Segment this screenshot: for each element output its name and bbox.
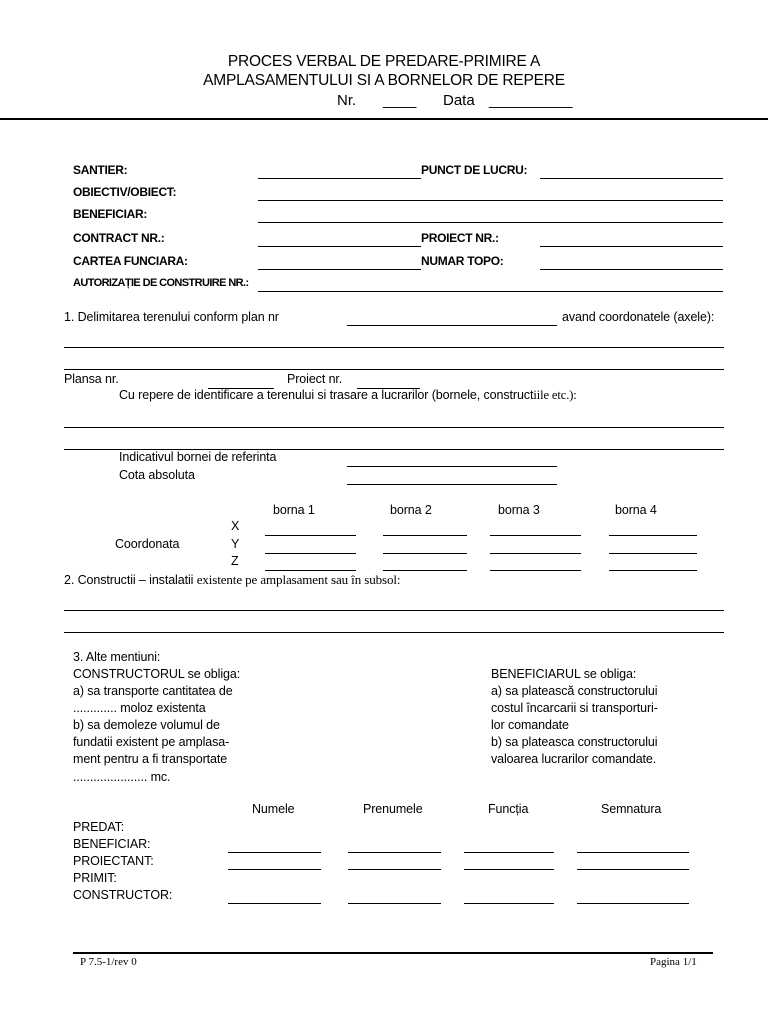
borna-4-header: borna 4 xyxy=(615,503,657,517)
numar-topo-label: NUMAR TOPO: xyxy=(421,254,504,268)
section2-line-2[interactable] xyxy=(64,632,724,633)
col-semnatura: Semnatura xyxy=(601,802,662,816)
plansa-label: Plansa nr. xyxy=(64,372,119,386)
proiect-label: Proiect nr. xyxy=(287,372,343,386)
indicativ-field[interactable] xyxy=(347,466,557,467)
punct-lucru-field[interactable] xyxy=(540,178,723,179)
axes-line-1[interactable] xyxy=(64,347,724,348)
col-numele: Numele xyxy=(252,802,295,816)
coords-label: avand coordonatele (axele): xyxy=(562,310,715,324)
data-label: Data xyxy=(443,92,475,109)
borna-3-x[interactable] xyxy=(490,535,581,536)
proiect-nr-field[interactable] xyxy=(540,246,723,247)
borna-1-y[interactable] xyxy=(265,553,356,554)
borna-1-header: borna 1 xyxy=(273,503,315,517)
repere-line-1[interactable] xyxy=(64,427,724,428)
footer-page: Pagina 1/1 xyxy=(650,956,697,968)
proiectant-semnatura-field[interactable] xyxy=(577,869,689,870)
row-predat: PREDAT: xyxy=(73,820,125,834)
beneficiar-line-2: a) sa platească constructorului xyxy=(491,684,658,698)
borna-2-x[interactable] xyxy=(383,535,467,536)
borna-2-y[interactable] xyxy=(383,553,467,554)
row-constructor: CONSTRUCTOR: xyxy=(73,888,173,902)
indicativ-label: Indicativul bornei de referinta xyxy=(119,450,277,464)
cota-field[interactable] xyxy=(347,484,557,485)
borna-3-z[interactable] xyxy=(490,570,581,571)
borna-2-header: borna 2 xyxy=(390,503,432,517)
borna-1-x[interactable] xyxy=(265,535,356,536)
beneficiar-line-4: lor comandate xyxy=(491,718,569,732)
proiect-nr-label: PROIECT NR.: xyxy=(421,231,499,245)
beneficiar-numele-field[interactable] xyxy=(228,852,321,853)
constructor-semnatura-field[interactable] xyxy=(577,903,689,904)
beneficiar-line-5: b) sa plateasca constructorului xyxy=(491,735,658,749)
constructor-line-5: fundatii existent pe amplasa- xyxy=(73,735,230,749)
section3-title: 3. Alte mentiuni: xyxy=(73,650,161,664)
row-beneficiar: BENEFICIAR: xyxy=(73,837,151,851)
numar-topo-field[interactable] xyxy=(540,269,723,270)
section2-line-1[interactable] xyxy=(64,610,724,611)
row-primit: PRIMIT: xyxy=(73,871,117,885)
row-proiectant: PROIECTANT: xyxy=(73,854,154,868)
cota-label: Cota absoluta xyxy=(119,468,195,482)
plan-nr-field[interactable] xyxy=(347,325,557,326)
constructor-functia-field[interactable] xyxy=(464,903,554,904)
col-functia: Funcția xyxy=(488,802,529,816)
col-prenumele: Prenumele xyxy=(363,802,423,816)
data-blank[interactable]: __________ xyxy=(489,92,573,109)
axes-line-2[interactable] xyxy=(64,369,724,370)
beneficiar-label: BENEFICIAR: xyxy=(73,207,148,221)
beneficiar-field[interactable] xyxy=(258,222,723,223)
constructor-line-2: a) sa transporte cantitatea de xyxy=(73,684,233,698)
axis-z: Z xyxy=(231,554,239,568)
autorizatie-label: AUTORIZAȚIE DE CONSTRUIRE NR.: xyxy=(73,277,249,289)
borna-3-header: borna 3 xyxy=(498,503,540,517)
obiectiv-field[interactable] xyxy=(258,200,723,201)
beneficiar-prenumele-field[interactable] xyxy=(348,852,441,853)
nr-label: Nr. xyxy=(337,92,357,109)
footer-code: P 7.5-1/rev 0 xyxy=(80,956,137,968)
borna-3-y[interactable] xyxy=(490,553,581,554)
title-line-2: AMPLASAMENTULUI SI A BORNELOR DE REPERE xyxy=(203,72,565,89)
proiectant-prenumele-field[interactable] xyxy=(348,869,441,870)
proiectant-functia-field[interactable] xyxy=(464,869,554,870)
cartea-funciara-label: CARTEA FUNCIARA: xyxy=(73,254,188,268)
axis-x: X xyxy=(231,519,240,533)
beneficiar-line-3: costul încarcarii si transporturi- xyxy=(491,701,658,715)
borna-2-z[interactable] xyxy=(383,570,467,571)
coordonata-label: Coordonata xyxy=(115,537,180,551)
constructor-line-3: ............. moloz existenta xyxy=(73,701,206,715)
title-line-1: PROCES VERBAL DE PREDARE-PRIMIRE A xyxy=(227,53,541,70)
repere-label: Cu repere de identificare a terenului si trasare a lucrarilor (bornele, constructiile etc.): xyxy=(119,388,577,402)
beneficiar-semnatura-field[interactable] xyxy=(577,852,689,853)
contract-field[interactable] xyxy=(258,246,421,247)
santier-label: SANTIER: xyxy=(73,163,128,177)
nr-blank[interactable]: ____ xyxy=(383,92,417,109)
axis-y: Y xyxy=(231,537,240,551)
constructor-line-6: ment pentru a fi transportate xyxy=(73,752,228,766)
section2-line: 2. Constructii – instalatii existente pe amplasament sau în subsol: xyxy=(64,572,401,587)
santier-field[interactable] xyxy=(258,178,421,179)
autorizatie-field[interactable] xyxy=(258,291,723,292)
borna-4-y[interactable] xyxy=(609,553,697,554)
beneficiar-line-6: valoarea lucrarilor comandate. xyxy=(491,752,657,766)
constructor-line-4: b) sa demoleze volumul de xyxy=(73,718,220,732)
header-rule xyxy=(0,118,768,120)
borna-4-x[interactable] xyxy=(609,535,697,536)
beneficiar-line-1: BENEFICIARUL se obliga: xyxy=(491,667,637,681)
contract-label: CONTRACT NR.: xyxy=(73,231,165,245)
constructor-prenumele-field[interactable] xyxy=(348,903,441,904)
footer-rule xyxy=(73,952,713,954)
borna-4-z[interactable] xyxy=(609,570,697,571)
constructor-line-7: ...................... mc. xyxy=(73,770,171,784)
constructor-line-1: CONSTRUCTORUL se obliga: xyxy=(73,667,241,681)
borna-1-z[interactable] xyxy=(265,570,356,571)
cartea-funciara-field[interactable] xyxy=(258,269,421,270)
constructor-numele-field[interactable] xyxy=(228,903,321,904)
section1-line: 1. Delimitarea terenului conform plan nr xyxy=(64,310,279,324)
proiectant-numele-field[interactable] xyxy=(228,869,321,870)
beneficiar-functia-field[interactable] xyxy=(464,852,554,853)
punct-lucru-label: PUNCT DE LUCRU: xyxy=(421,163,528,177)
obiectiv-label: OBIECTIV/OBIECT: xyxy=(73,185,177,199)
